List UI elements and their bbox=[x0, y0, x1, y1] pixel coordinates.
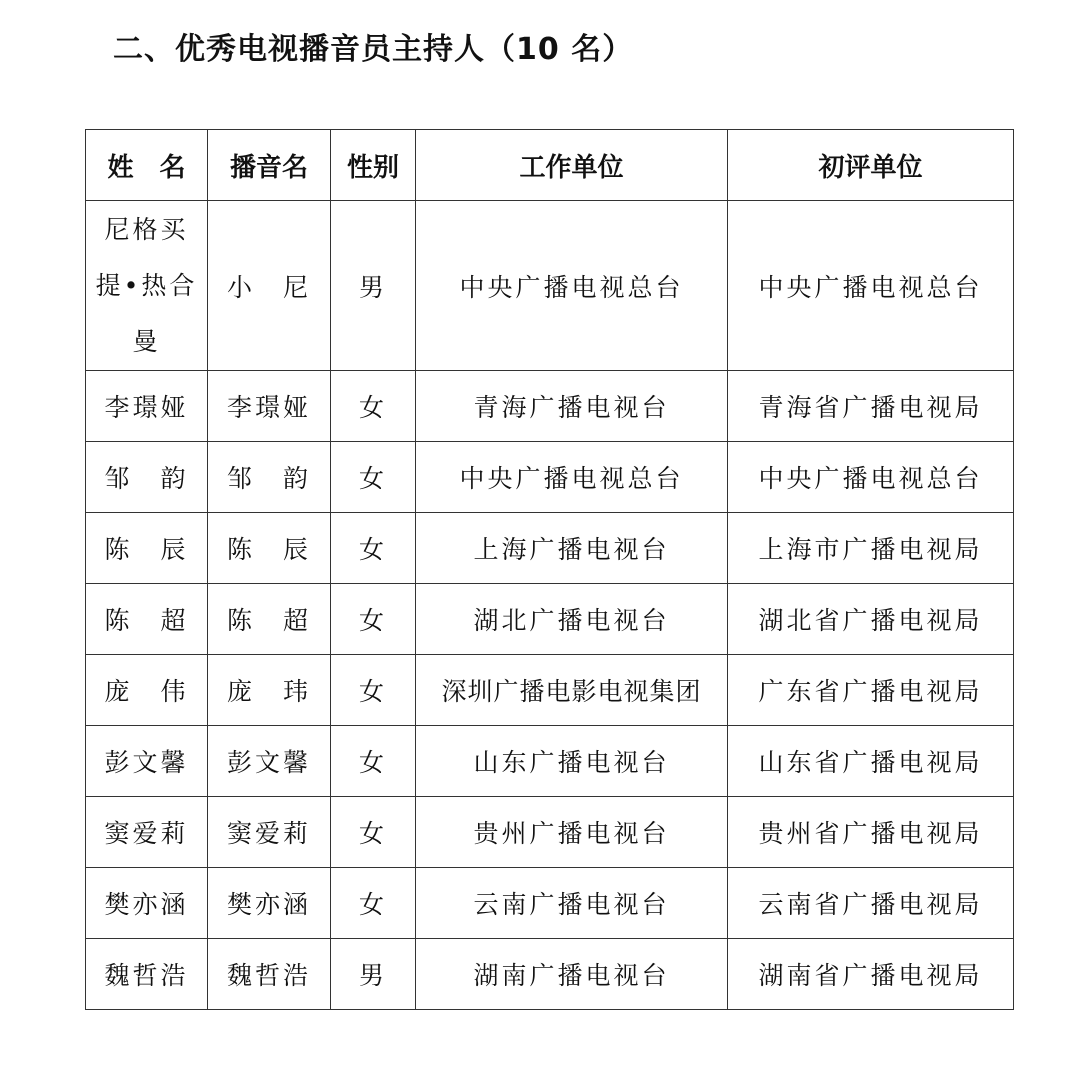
cell-gender: 女 bbox=[331, 371, 416, 442]
cell-name: 陈 辰 bbox=[86, 513, 208, 584]
table-row bbox=[86, 655, 1014, 726]
cell-stage-name: 彭文馨 bbox=[208, 726, 331, 797]
cell-nominating-unit: 中央广播电视总台 bbox=[728, 201, 1014, 371]
cell-gender: 女 bbox=[331, 584, 416, 655]
cell-stage-name: 樊亦涵 bbox=[208, 868, 331, 939]
header-stage-name: 播音名 bbox=[208, 130, 331, 201]
cell-work-unit: 云南广播电视台 bbox=[416, 868, 728, 939]
cell-work-unit: 上海广播电视台 bbox=[416, 513, 728, 584]
cell-name: 窦爱莉 bbox=[86, 797, 208, 868]
cell-gender: 女 bbox=[331, 726, 416, 797]
section-title: 二、优秀电视播音员主持人（10 名） bbox=[113, 32, 634, 67]
cell-nominating-unit: 青海省广播电视局 bbox=[728, 371, 1014, 442]
table-row bbox=[86, 584, 1014, 655]
cell-name: 陈 超 bbox=[86, 584, 208, 655]
cell-work-unit: 湖南广播电视台 bbox=[416, 939, 728, 1010]
header-nominating-unit: 初评单位 bbox=[728, 130, 1014, 201]
cell-nominating-unit: 中央广播电视总台 bbox=[728, 442, 1014, 513]
table-header-row bbox=[86, 130, 1014, 201]
cell-stage-name: 窦爱莉 bbox=[208, 797, 331, 868]
cell-name: 邹 韵 bbox=[86, 442, 208, 513]
cell-nominating-unit: 云南省广播电视局 bbox=[728, 868, 1014, 939]
cell-stage-name: 李璟娅 bbox=[208, 371, 331, 442]
table-row bbox=[86, 797, 1014, 868]
cell-nominating-unit: 贵州省广播电视局 bbox=[728, 797, 1014, 868]
cell-stage-name: 小 尼 bbox=[208, 201, 331, 371]
header-work-unit: 工作单位 bbox=[416, 130, 728, 201]
cell-work-unit: 中央广播电视总台 bbox=[416, 201, 728, 371]
cell-gender: 女 bbox=[331, 797, 416, 868]
cell-stage-name: 邹 韵 bbox=[208, 442, 331, 513]
header-gender: 性别 bbox=[331, 130, 416, 201]
cell-gender: 男 bbox=[331, 939, 416, 1010]
cell-work-unit: 湖北广播电视台 bbox=[416, 584, 728, 655]
table-row bbox=[86, 939, 1014, 1010]
cell-work-unit: 山东广播电视台 bbox=[416, 726, 728, 797]
cell-stage-name: 庞 玮 bbox=[208, 655, 331, 726]
cell-name bbox=[86, 201, 208, 371]
cell-nominating-unit: 湖南省广播电视局 bbox=[728, 939, 1014, 1010]
cell-work-unit: 深圳广播电影电视集团 bbox=[416, 655, 728, 726]
cell-stage-name: 陈 超 bbox=[208, 584, 331, 655]
honorees-table bbox=[85, 129, 1014, 1010]
cell-gender: 女 bbox=[331, 513, 416, 584]
table-row bbox=[86, 371, 1014, 442]
table-row bbox=[86, 442, 1014, 513]
cell-name: 樊亦涵 bbox=[86, 868, 208, 939]
cell-stage-name: 陈 辰 bbox=[208, 513, 331, 584]
cell-nominating-unit: 山东省广播电视局 bbox=[728, 726, 1014, 797]
cell-stage-name: 魏哲浩 bbox=[208, 939, 331, 1010]
cell-nominating-unit: 湖北省广播电视局 bbox=[728, 584, 1014, 655]
cell-gender: 女 bbox=[331, 442, 416, 513]
cell-name-text: 尼格买 提•热合 曼 bbox=[95, 214, 198, 356]
cell-work-unit: 中央广播电视总台 bbox=[416, 442, 728, 513]
cell-name: 魏哲浩 bbox=[86, 939, 208, 1010]
table-row bbox=[86, 201, 1014, 371]
table-row bbox=[86, 726, 1014, 797]
cell-nominating-unit: 广东省广播电视局 bbox=[728, 655, 1014, 726]
cell-name: 彭文馨 bbox=[86, 726, 208, 797]
table-row bbox=[86, 513, 1014, 584]
cell-gender: 男 bbox=[331, 201, 416, 371]
cell-name: 庞 伟 bbox=[86, 655, 208, 726]
cell-gender: 女 bbox=[331, 655, 416, 726]
header-name: 姓 名 bbox=[86, 130, 208, 201]
cell-name: 李璟娅 bbox=[86, 371, 208, 442]
cell-gender: 女 bbox=[331, 868, 416, 939]
cell-nominating-unit: 上海市广播电视局 bbox=[728, 513, 1014, 584]
table-row bbox=[86, 868, 1014, 939]
cell-work-unit: 青海广播电视台 bbox=[416, 371, 728, 442]
cell-work-unit: 贵州广播电视台 bbox=[416, 797, 728, 868]
